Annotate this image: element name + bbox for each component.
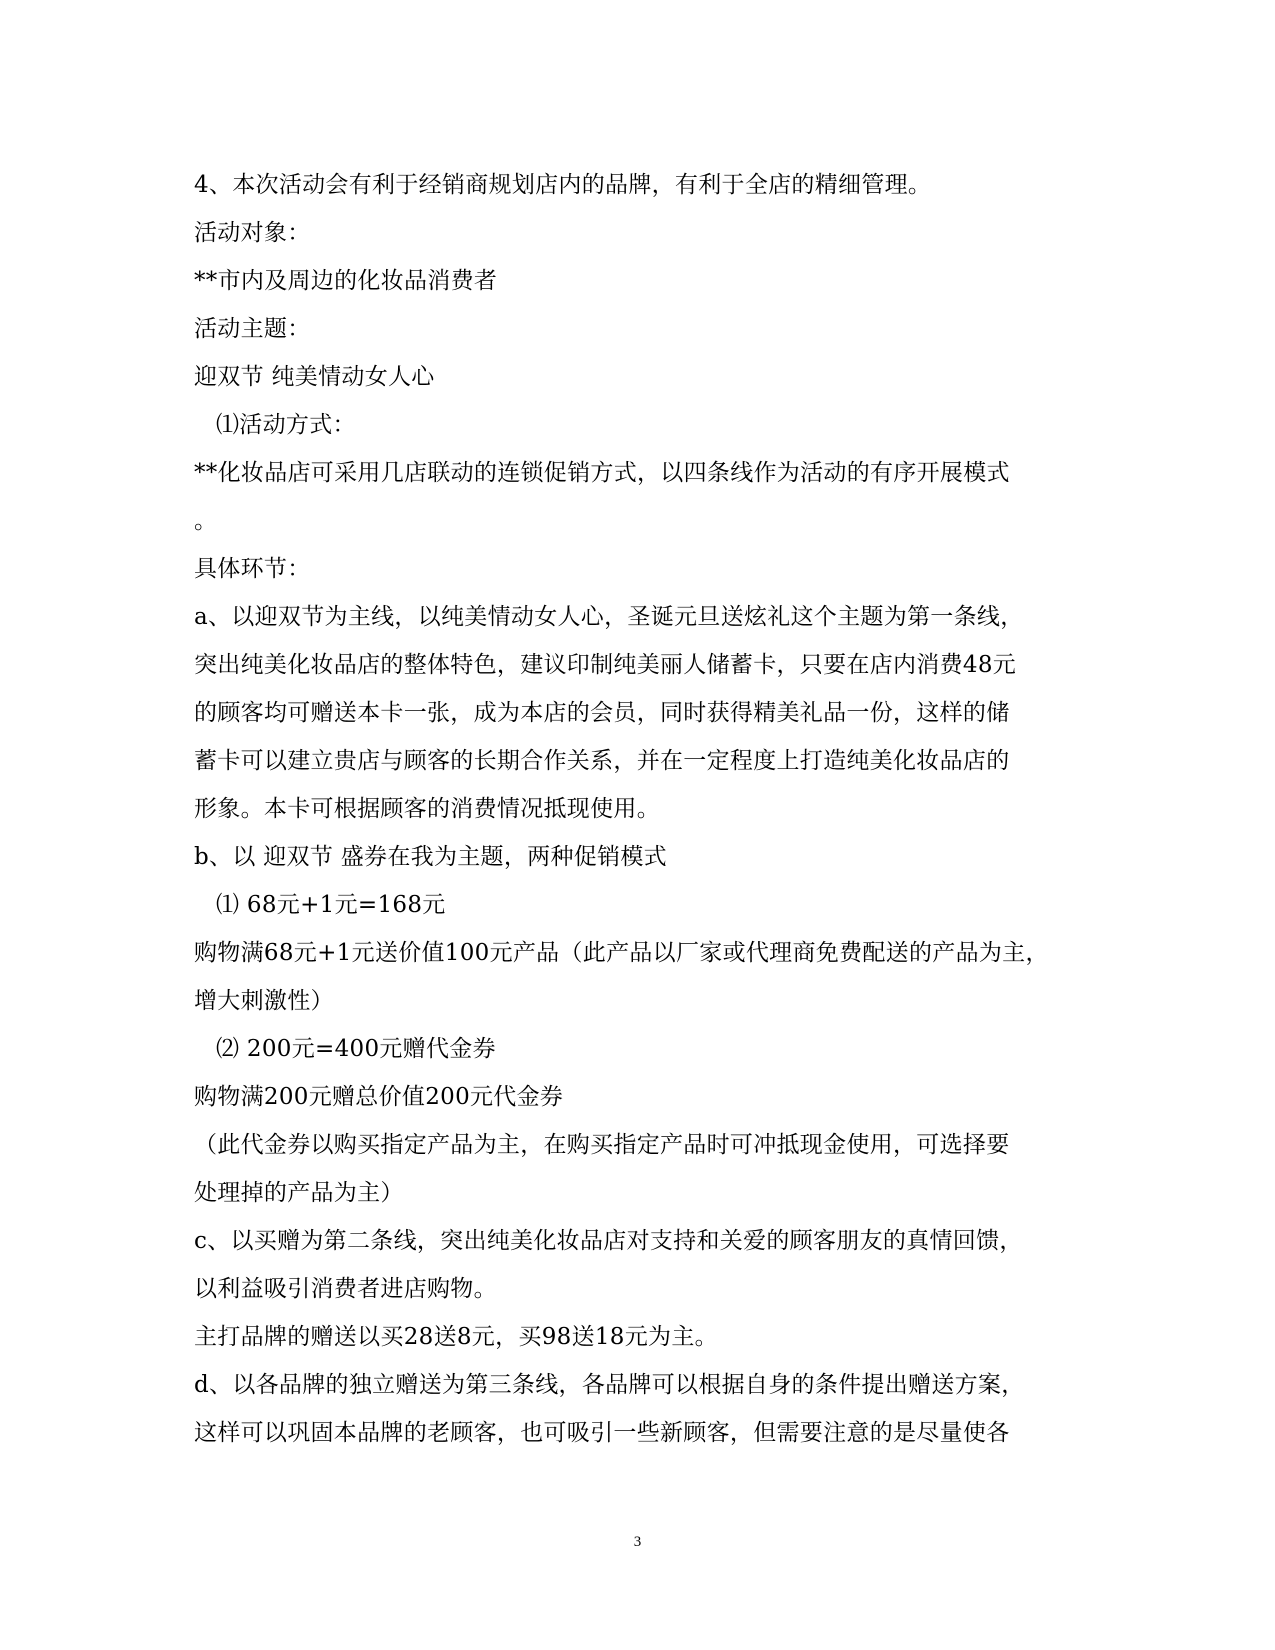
text-line: a、以迎双节为主线，以纯美情动女人心，圣诞元旦送炫礼这个主题为第一条线， [194,604,1024,630]
page-number: 3 [633,1534,642,1550]
text-line: 蓄卡可以建立贵店与顾客的长期合作关系，并在一定程度上打造纯美化妆品店的 [194,748,1010,774]
text-line: 具体环节： [194,556,311,582]
text-line: ⑴ 68元+1元=168元 [216,892,446,918]
text-line: 迎双节 纯美情动女人心 [194,364,435,390]
text-line: 以利益吸引消费者进店购物。 [194,1276,497,1302]
text-line: c、以买赠为第二条线，突出纯美化妆品店对支持和关爱的顾客朋友的真情回馈， [194,1228,1023,1254]
text-line: 这样可以巩固本品牌的老顾客，也可吸引一些新顾客，但需要注意的是尽量使各 [194,1420,1010,1446]
text-line: 突出纯美化妆品店的整体特色，建议印制纯美丽人储蓄卡，只要在店内消费48元 [194,652,1017,678]
text-line: **化妆品店可采用几店联动的连锁促销方式，以四条线作为活动的有序开展模式 [194,460,1010,486]
text-line: 。 [194,508,218,534]
text-line: 购物满68元+1元送价值100元产品（此产品以厂家或代理商免费配送的产品为主， [194,940,1049,966]
text-line: **市内及周边的化妆品消费者 [194,268,498,294]
document-body [194,166,1074,1462]
text-line: d、以各品牌的独立赠送为第三条线，各品牌可以根据自身的条件提出赠送方案， [194,1372,1025,1398]
text-line: 形象。本卡可根据顾客的消费情况抵现使用。 [194,796,660,822]
text-line: （此代金券以购买指定产品为主，在购买指定产品时可冲抵现金使用，可选择要 [194,1132,1010,1158]
text-line: 购物满200元赠总价值200元代金券 [194,1084,564,1110]
text-line: 主打品牌的赠送以买28送8元，买98送18元为主。 [194,1324,718,1350]
text-line: 活动对象： [194,220,311,246]
text-line: ⑵ 200元=400元赠代金券 [216,1036,496,1062]
text-line: b、以 迎双节 盛券在我为主题，两种促销模式 [194,844,667,870]
text-line: 增大刺激性） [194,988,334,1014]
text-line: 处理掉的产品为主） [194,1180,404,1206]
text-line: 4、本次活动会有利于经销商规划店内的品牌，有利于全店的精细管理。 [194,172,932,198]
text-line: ⑴活动方式： [216,412,356,438]
text-line: 活动主题： [194,316,311,342]
text-line: 的顾客均可赠送本卡一张，成为本店的会员，同时获得精美礼品一份，这样的储 [194,700,1010,726]
